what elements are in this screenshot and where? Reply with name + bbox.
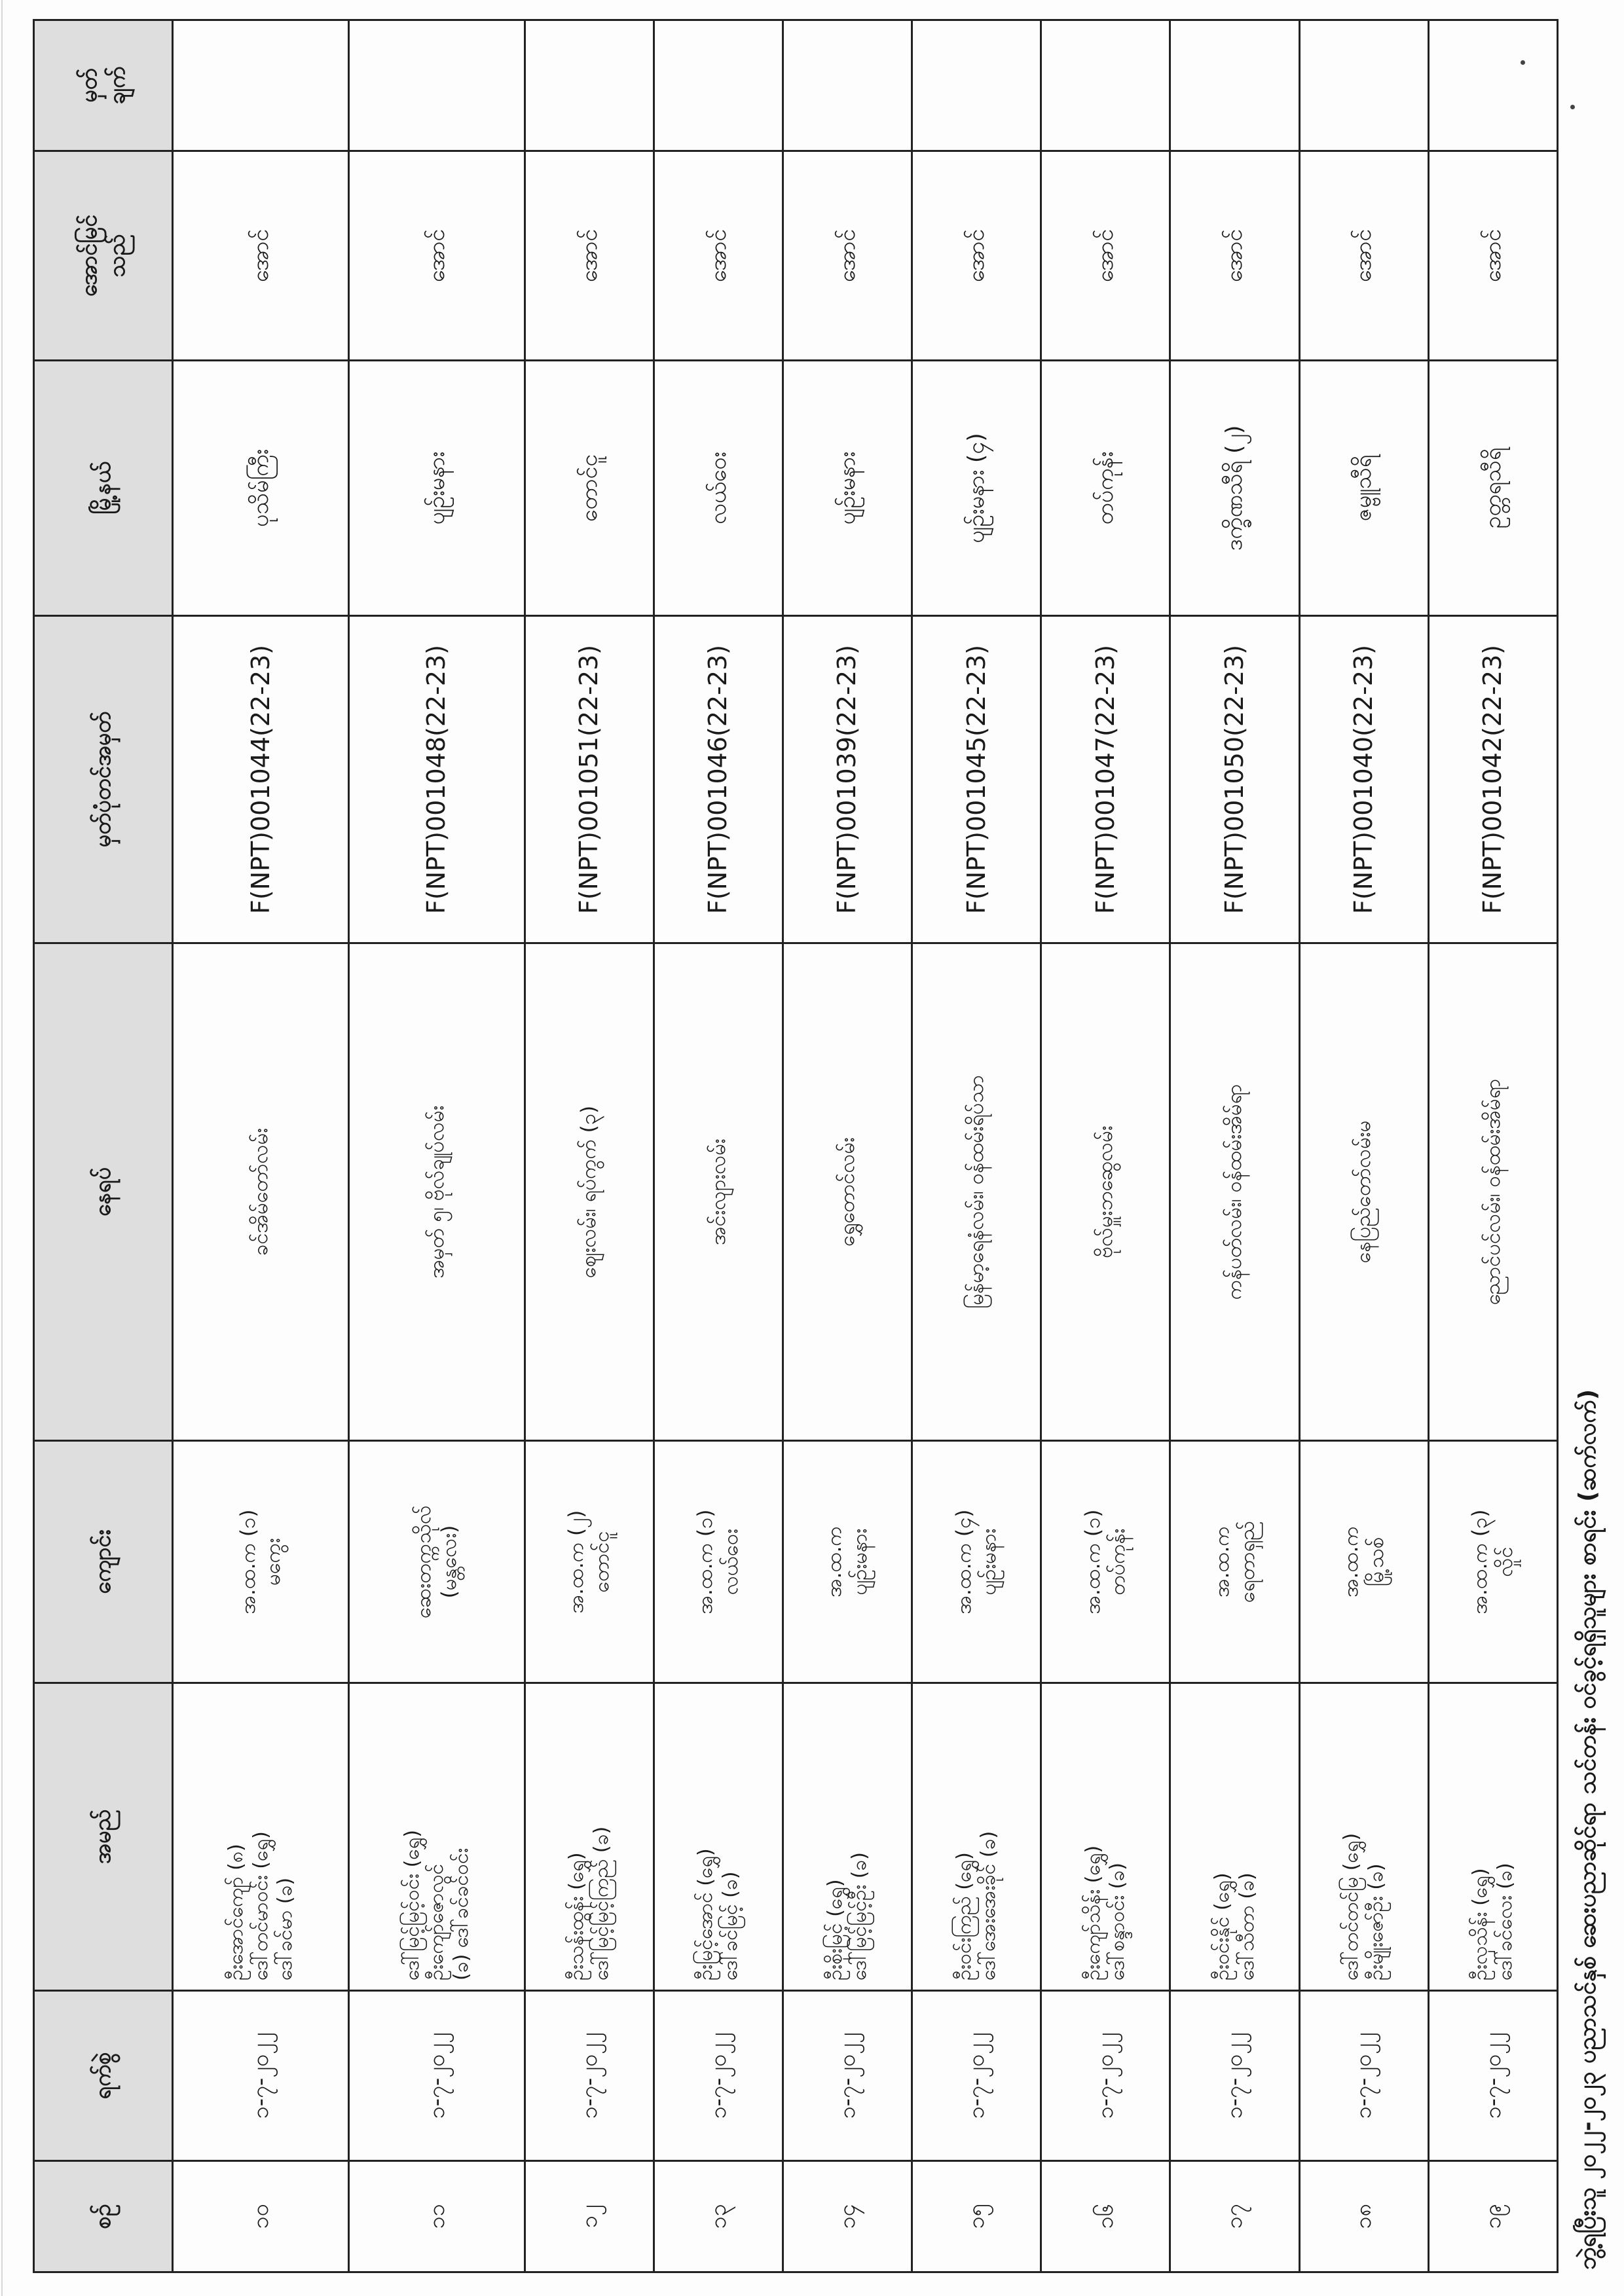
- cell-status: အောင်: [1428, 151, 1557, 361]
- cell-no: ၁၄: [783, 2161, 912, 2272]
- cell-remark: [349, 20, 525, 151]
- cell-name: ဦးအောင်ကျော် (၈) ဒေါ်တင်မာဝင်း (ရွှေ) ဒေါ်ခင်မာ (ခ): [173, 1683, 349, 1991]
- cell-address: ဗိုလ်မှူးဘဆွေလမ်း: [1041, 943, 1170, 1441]
- cell-status: အောင်: [1170, 151, 1299, 361]
- cell-no: ၁၀: [173, 2161, 349, 2272]
- cell-date: ၁-၇-၂၀၂၂: [654, 1991, 783, 2161]
- cell-school: အ.ထ.က (၃) လှိုင်: [1428, 1441, 1557, 1683]
- header-address: နေရပ်: [34, 943, 173, 1441]
- table-row: [173, 20, 349, 2272]
- cell-date: ၁-၇-၂၀၂၂: [1428, 1991, 1557, 2161]
- cell-status: အောင်: [783, 151, 912, 361]
- cell-no: ၁၅: [912, 2161, 1041, 2272]
- cell-name: ဦးစိုးမြင့် (ရွှေ) ဒေါ်မြင့်မြင့်ဦး (ခ): [783, 1683, 912, 1991]
- cell-reg-no: F(NPT)001045(22-23): [912, 616, 1041, 943]
- cell-address: နေပြည်တော်လမ်းမ: [1299, 943, 1428, 1441]
- cell-remark: [783, 20, 912, 151]
- header-date: ရက်စွဲ: [34, 1991, 173, 2161]
- table-header-row: [34, 20, 173, 2272]
- cell-status: အောင်: [1041, 151, 1170, 361]
- cell-address: ရွှေတောင်လမ်း: [783, 943, 912, 1441]
- cell-township: တောင်ငူ: [525, 361, 654, 616]
- cell-school: အ.ထ.က (၂) တောင်ငူ: [525, 1441, 654, 1683]
- cell-remark: [1041, 20, 1170, 151]
- cell-address: ညောင်ပင်လမ်း၊ ဝန်ထမ်းအိမ်ရာ: [1428, 943, 1557, 1441]
- cell-remark: [654, 20, 783, 151]
- cell-status: အောင်: [912, 151, 1041, 361]
- table-row: [1428, 20, 1557, 2272]
- cell-name: ဦးမြင့်အောင် (ရွှေ) ဒေါ်ခင်မြင့် (ခ): [654, 1683, 783, 1991]
- cell-name: ဦးဝင်းနိုင် (ရွှေ) ဒေါ်သီတာ (ခ): [1170, 1683, 1299, 1991]
- header-no: စဉ်: [34, 2161, 173, 2272]
- cell-address: အင်းလျားလမ်း: [654, 943, 783, 1441]
- page-title: ဘွဲ့ရပြီးသူ ၂၀၂၂-၂၀၂၃ ပညာသင်နှစ် ဆေးပညာဆိုင်ရာ သင်တန်း ဝင်ခွင့်ရရှိသူများ စာရင်း (ဆက်လက်): [1574, 1389, 1601, 2270]
- table-row: [525, 20, 654, 2272]
- cell-address: မြန်မာ့ရေနံလမ်း၊ ဝန်ထမ်းရိပ်သာ: [912, 943, 1041, 1441]
- cell-name: ဦးကျော်သိန်း (ရွှေ) ဒေါ်စန္ဒာဝင်း (ခ): [1041, 1683, 1170, 1991]
- cell-reg-no: F(NPT)001050(22-23): [1170, 616, 1299, 943]
- cell-remark: [173, 20, 349, 151]
- table-row: [783, 20, 912, 2272]
- cell-remark: [1170, 20, 1299, 151]
- cell-status: အောင်: [1299, 151, 1428, 361]
- cell-no: ၁၈: [1299, 2161, 1428, 2272]
- table-row: [654, 20, 783, 2272]
- cell-township: ဥတ္တရသီရိ: [1428, 361, 1557, 616]
- cell-no: ၁၉: [1428, 2161, 1557, 2272]
- cell-address: ဈေးလမ်း၊ ရပ်ကွက် (၃): [525, 943, 654, 1441]
- cell-status: အောင်: [173, 151, 349, 361]
- cell-remark: [1299, 20, 1428, 151]
- cell-school: အ.ထ.က ရေတာရှည်: [1170, 1441, 1299, 1683]
- cell-reg-no: F(NPT)001051(22-23): [525, 616, 654, 943]
- cell-no: ၁၆: [1041, 2161, 1170, 2272]
- cell-remark: [525, 20, 654, 151]
- cell-address: ခင်အိမ်တော်လမ်း: [173, 943, 349, 1441]
- cell-no: ၁၂: [525, 2161, 654, 2272]
- cell-reg-no: F(NPT)001046(22-23): [654, 616, 783, 943]
- cell-date: ၁-၇-၂၀၂၂: [1170, 1991, 1299, 2161]
- cell-reg-no: F(NPT)001042(22-23): [1428, 616, 1557, 943]
- header-township: မြို့နယ်: [34, 361, 173, 616]
- cell-date: ၁-၇-၂၀၂၂: [912, 1991, 1041, 2161]
- header-status: အောင်မြင် သည်: [34, 151, 173, 361]
- cell-school: အ.ထ.က (၁) မကွေး: [173, 1441, 349, 1683]
- table-row: [1041, 20, 1170, 2272]
- header-name: အမည်: [34, 1683, 173, 1991]
- cell-name: ဦးသန်းထွန်း (ရွှေ) ဒေါ်မြင့်မြင့်ကြည် (ခ): [525, 1683, 654, 1991]
- cell-no: ၁၇: [1170, 2161, 1299, 2272]
- cell-township: ပျဉ်းမနား: [349, 361, 525, 616]
- cell-date: ၁-၇-၂၀၂၂: [1041, 1991, 1170, 2161]
- cell-reg-no: F(NPT)001040(22-23): [1299, 616, 1428, 943]
- cell-name: ဦးလှသိန်း (ရွှေ) ဒေါ်ခင်လေး (ခ): [1428, 1683, 1557, 1991]
- cell-school: အ.ထ.က မြို့သစ်: [1299, 1441, 1428, 1683]
- cell-remark: [1428, 20, 1557, 151]
- cell-township: ဒက္ခိဏသီရိ (၂): [1170, 361, 1299, 616]
- header-remark: မှတ် ချက်: [34, 20, 173, 151]
- cell-township: ပျဉ်းမနား (၄): [912, 361, 1041, 616]
- cell-date: ၁-၇-၂၀၂၂: [173, 1991, 349, 2161]
- cell-no: ၁၁: [349, 2161, 525, 2272]
- cell-township: ဇမ္ဗူသီရိ: [1299, 361, 1428, 616]
- table-row: [1170, 20, 1299, 2272]
- cell-address: ကန်ပတ်လမ်း၊ ဝန်ထမ်းအိမ်ရာ: [1170, 943, 1299, 1441]
- cell-name: ဦးဝင်းကြည် (ရွှေ) ဒေါ်အေးအေးခိုင် (ခ): [912, 1683, 1041, 1991]
- cell-status: အောင်: [349, 151, 525, 361]
- header-reg-no: မှတ်ပုံတင်အမှတ်: [34, 616, 173, 943]
- cell-school: အ.ထ.က (၁) လယ်ဝေး: [654, 1441, 783, 1683]
- cell-no: ၁၃: [654, 2161, 783, 2272]
- table-row: [349, 20, 525, 2272]
- cell-reg-no: F(NPT)001047(22-23): [1041, 616, 1170, 943]
- cell-school: အ.ထ.က ပျဉ်းမနား: [783, 1441, 912, 1683]
- cell-date: ၁-၇-၂၀၂၂: [349, 1991, 525, 2161]
- cell-school: ဆေးတက္ကသိုလ် (မန္တလေး): [349, 1441, 525, 1683]
- cell-township: ပျဉ်းမနား: [783, 361, 912, 616]
- cell-township: လယ်ဝေး: [654, 361, 783, 616]
- header-school: ကျောင်း: [34, 1441, 173, 1683]
- cell-reg-no: F(NPT)001039(22-23): [783, 616, 912, 943]
- cell-address: အမှတ် ၅၊ ဗိုလ်ချုပ်လမ်း: [349, 943, 525, 1441]
- cell-status: အောင်: [525, 151, 654, 361]
- cell-date: ၁-၇-၂၀၂၂: [1299, 1991, 1428, 2161]
- cell-reg-no: F(NPT)001044(22-23): [173, 616, 349, 943]
- cell-school: အ.ထ.က (၄) ပျဉ်းမနား: [912, 1441, 1041, 1683]
- cell-status: အောင်: [654, 151, 783, 361]
- table-row: [1299, 20, 1428, 2272]
- cell-date: ၁-၇-၂၀၂၂: [525, 1991, 654, 2161]
- cell-township: ပုသိမ်ကြီး: [173, 361, 349, 616]
- cell-remark: [912, 20, 1041, 151]
- cell-school: အ.ထ.က (၁) တပ်ကုန်း: [1041, 1441, 1170, 1683]
- cell-reg-no: F(NPT)001048(22-23): [349, 616, 525, 943]
- cell-date: ၁-၇-၂၀၂၂: [783, 1991, 912, 2161]
- cell-name: ဒေါ်တင်တင်မြ (ရွှေ) ဦးမျိုးဇော်ဦး (ခ): [1299, 1683, 1428, 1991]
- cell-township: တပ်ကုန်း: [1041, 361, 1170, 616]
- cell-name: ဒေါ်မြင့်မြင့်ဝင်း (ရွှေ) ဦးကျော်ဇောလွင် (ခ) ဒေါ်ခင်ခင်ဝင်း: [349, 1683, 525, 1991]
- table-row: [912, 20, 1041, 2272]
- results-table: [33, 19, 1559, 2273]
